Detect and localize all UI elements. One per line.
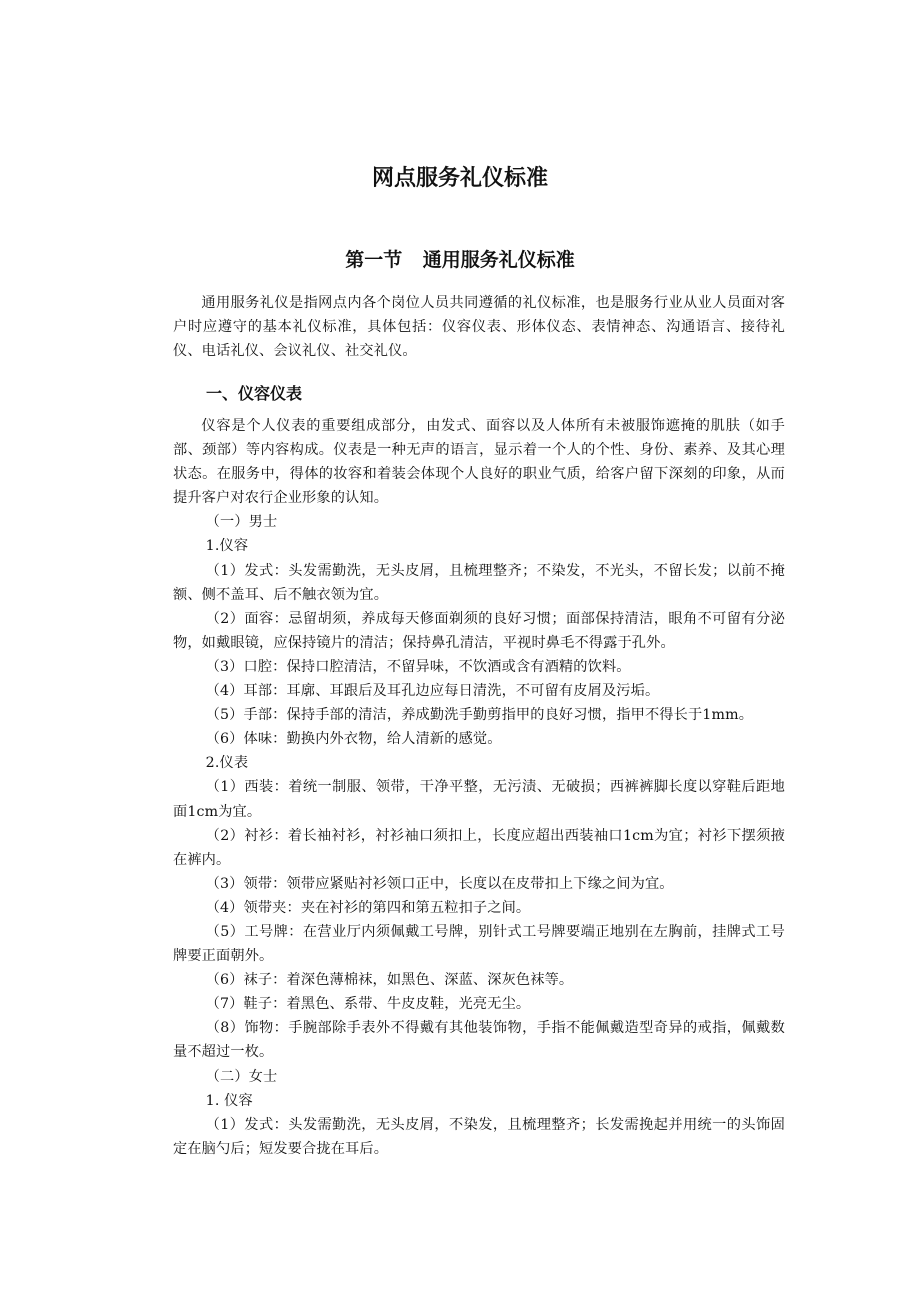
subheading-men-grooming: 1.仪容 — [205, 538, 249, 555]
document-title: 网点服务礼仪标准 — [371, 166, 548, 191]
list-item: （1）西装：着统一制服、领带，干净平整，无污渍、无破损；西裤裤脚长度以穿鞋后距地面1cm为宜。 — [173, 779, 785, 820]
list-item: （6）体味：勤换内外衣物，给人清新的感觉。 — [205, 731, 502, 748]
list-item: （6）袜子：着深色薄棉袜，如黑色、深蓝、深灰色袜等。 — [205, 972, 574, 989]
intro-block — [173, 291, 785, 363]
list-item: （1）发式：头发需勤洗，无头皮屑，不染发，且梳理整齐；长发需挽起并用统一的头饰固定在脑勺后；短发要合拢在耳后。 — [173, 1116, 785, 1157]
list-item: （2）面容：忌留胡须，养成每天修面剃须的良好习惯；面部保持清洁，眼角不可留有分泌物，如戴眼镜，应保持镜片的清洁；保持鼻孔清洁，平视时鼻毛不得露于孔外。 — [173, 610, 785, 651]
list-item: （4）领带夹：夹在衬衫的第四和第五粒扣子之间。 — [205, 899, 531, 916]
subheading-men-attire: 2.仪表 — [205, 755, 249, 772]
list-item: （8）饰物：手腕部除手表外不得戴有其他装饰物，手指不能佩戴造型奇异的戒指，佩戴数量不超过一枚。 — [173, 1020, 785, 1061]
list-item: （7）鞋子：着黑色、系带、牛皮皮鞋，光亮无尘。 — [205, 996, 531, 1013]
list-item: （3）领带：领带应紧贴衬衫领口正中，长度以在皮带扣上下缘之间为宜。 — [205, 875, 674, 892]
subheading-women-grooming: 1. 仪容 — [205, 1092, 253, 1109]
list-item: （3）口腔：保持口腔清洁，不留异味，不饮酒或含有酒精的饮料。 — [205, 658, 631, 675]
paragraph-definition: 仪容是个人仪表的重要组成部分，由发式、面容以及人体所有未被服饰遮掩的肌肤（如手部、颈部）等内容构成。仪表是一种无声的语言，显示着一个人的个性、身份、素养、及其心理状态。在服务中，得体的妆容和着装会体现个人良好的职业气质，给客户留下深刻的印象，从而提升客户对农行企业形象的认知。 — [173, 418, 785, 507]
heading-appearance: 一、仪容仪表 — [206, 384, 303, 403]
section-title: 第一节 通用服务礼仪标准 — [345, 249, 575, 271]
subheading-women: （二）女士 — [205, 1068, 278, 1085]
list-item: （4）耳部：耳廓、耳跟后及耳孔边应每日清洗，不可留有皮屑及污垢。 — [205, 683, 660, 700]
intro-paragraph: 通用服务礼仪是指网点内各个岗位人员共同遵循的礼仪标准，也是服务行业从业人员面对客户时应遵守的基本礼仪标准，具体包括：仪容仪表、形体仪态、表情神态、沟通语言、接待礼仪、电话礼仪、会议礼仪、社交礼仪。 — [173, 295, 785, 360]
list-item: （5）工号牌：在营业厅内须佩戴工号牌，别针式工号牌要端正地别在左胸前，挂牌式工号牌要正面朝外。 — [173, 923, 785, 965]
list-item: （5）手部：保持手部的清洁，养成勤洗手勤剪指甲的良好习惯，指甲不得长于1mm。 — [205, 707, 754, 724]
main-content — [173, 414, 785, 1161]
list-item: （1）发式：头发需勤洗，无头皮屑，且梳理整齐；不染发，不光头，不留长发；以前不掩额、侧不盖耳、后不触衣领为宜。 — [173, 562, 785, 603]
list-item: （2）衬衫：着长袖衬衫，衬衫袖口须扣上，长度应超出西装袖口1cm为宜；衬衫下摆须掖在裤内。 — [173, 827, 785, 868]
subheading-men: （一）男士 — [205, 514, 278, 531]
